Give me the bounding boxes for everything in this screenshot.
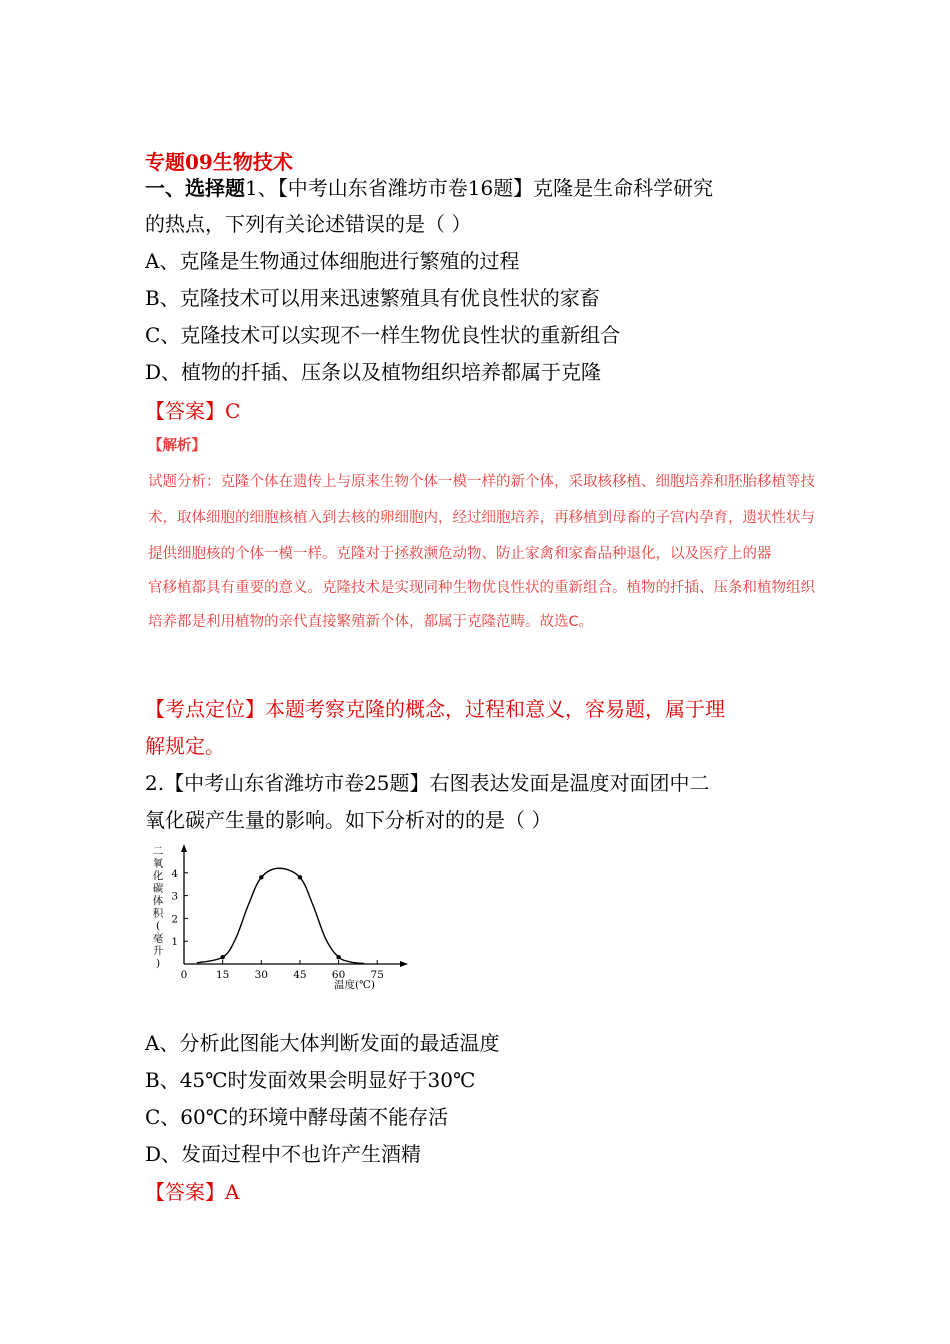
- explanation-head: 【解析】: [148, 438, 206, 454]
- y-tick-label: 3: [171, 890, 178, 903]
- x-tick-label: 45: [293, 969, 307, 981]
- co2-temperature-chart: [148, 842, 418, 1002]
- y-axis-label-char: 二: [152, 845, 164, 857]
- q1-stem-part: 1、【中考山东省潍坊市卷16题】克隆是生命科学研究: [245, 176, 714, 200]
- q2-stem-line-2: 氧化碳产生量的影响。如下分析对的的是（ ）: [145, 808, 552, 832]
- x-tick-label: 75: [370, 969, 384, 981]
- kaodian-line-1: 【考点定位】本题考察克隆的概念，过程和意义，容易题，属于理: [145, 697, 725, 721]
- kaodian-line-2: 解规定。: [145, 734, 225, 758]
- x-axis-arrow: [400, 961, 408, 967]
- q1-option-a: A、克隆是生物通过体细胞进行繁殖的过程: [145, 249, 520, 273]
- q1-option-b: B、克隆技术可以用来迅速繁殖具有优良性状的家畜: [145, 286, 600, 310]
- y-axis-label: [153, 845, 164, 970]
- y-axis-label-char: 碳: [152, 882, 164, 895]
- y-axis-label-char: ): [155, 957, 161, 970]
- q1-option-c: C、克隆技术可以实现不一样生物优良性状的重新组合: [145, 323, 621, 347]
- q1-option-d: D、植物的扦插、压条以及植物组织培养都属于克隆: [145, 360, 602, 384]
- x-tick-label: 15: [215, 969, 230, 981]
- y-axis-label-char: 体: [152, 895, 164, 907]
- explanation-line: 提供细胞核的个体一模一样。克隆对于拯救濒危动物、防止家禽和家畜品种退化，以及医疗上的器: [148, 546, 772, 562]
- y-axis-label-char: 积: [152, 907, 164, 920]
- data-point: [298, 875, 302, 879]
- q2-option-b: B、45℃时发面效果会明显好于30℃: [145, 1068, 476, 1092]
- explanation-line: 试题分析：克隆个体在遗传上与原来生物个体一模一样的新个体，采取核移植、细胞培养和胚胎移植等技: [148, 474, 815, 490]
- y-tick-label: 1: [171, 936, 178, 949]
- data-point: [336, 955, 340, 959]
- section-heading: 一、选择题: [145, 176, 245, 200]
- explanation-line: 官移植都具有重要的意义。克隆技术是实现同种生物优良性状的重新组合。植物的扦插、压条和植物组织: [148, 580, 815, 596]
- y-tick-label: 2: [171, 913, 178, 926]
- q1-answer: 【答案】C: [145, 399, 241, 423]
- series-line: [197, 868, 364, 963]
- q2-option-d: D、发面过程中不也许产生酒精: [145, 1142, 422, 1166]
- q1-stem-line-2: 的热点，下列有关论述错误的是（ ）: [145, 212, 472, 236]
- y-axis-label-char: 毫: [152, 932, 164, 945]
- y-axis-label-char: (: [155, 920, 161, 932]
- x-tick-label: 0: [180, 969, 188, 981]
- y-axis-label-char: 升: [152, 945, 164, 957]
- y-tick-label: 4: [171, 867, 178, 880]
- explanation-line: 培养都是利用植物的亲代直接繁殖新个体，都属于克隆范畴。故选C。: [148, 614, 594, 630]
- data-point: [220, 955, 224, 959]
- q2-option-c: C、60℃的环境中酵母菌不能存活: [145, 1105, 449, 1129]
- q2-stem-line-1: 2.【中考山东省潍坊市卷25题】右图表达发面是温度对面团中二: [145, 771, 710, 795]
- explanation-line: 术，取体细胞的细胞核植入到去核的卵细胞内，经过细胞培养，再移植到母畜的子宫内孕育，遗状性状与: [148, 510, 815, 526]
- x-tick-label: 60: [331, 969, 346, 981]
- y-axis-label-char: 化: [152, 870, 164, 882]
- q2-option-a: A、分析此图能大体判断发面的最适温度: [145, 1031, 500, 1055]
- data-point: [259, 875, 263, 879]
- topic-title: 专题09生物技术: [145, 150, 293, 174]
- q2-answer: 【答案】A: [145, 1180, 240, 1204]
- x-axis-label: 温度(℃): [334, 979, 375, 991]
- x-tick-label: 30: [254, 969, 268, 981]
- y-axis-label-char: 氧: [152, 857, 164, 870]
- q1-stem-line-1: [145, 174, 713, 202]
- y-axis-arrow: [181, 844, 187, 852]
